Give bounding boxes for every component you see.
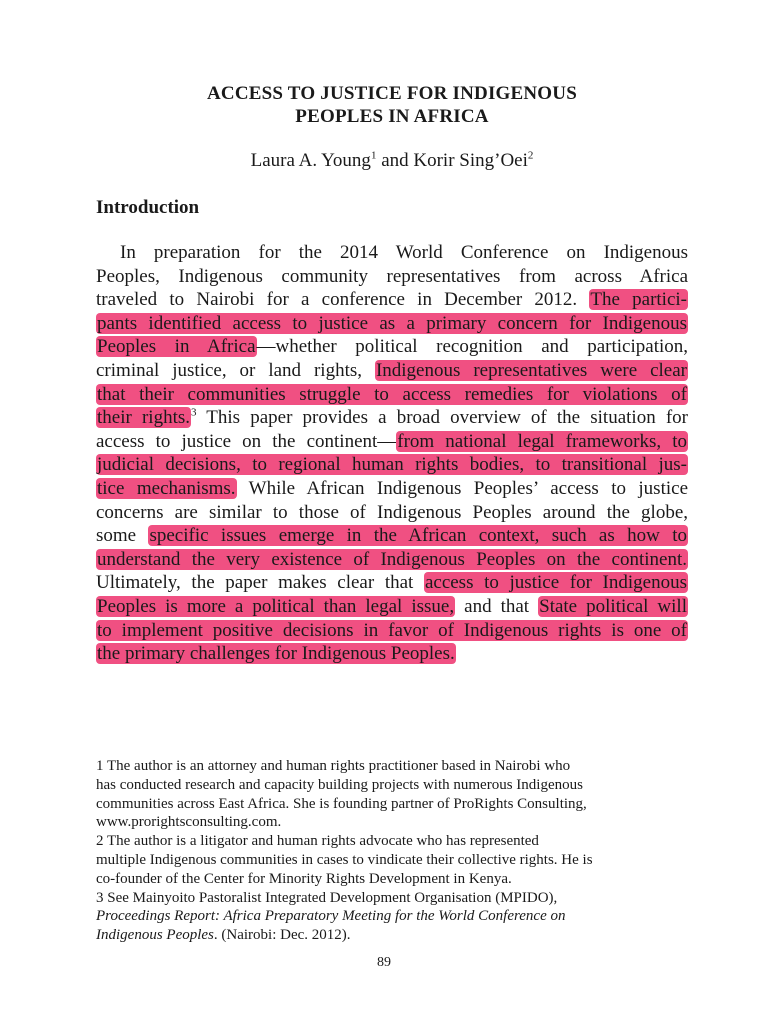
author-line	[96, 149, 688, 173]
footnotes	[96, 757, 688, 945]
body-line	[96, 619, 688, 643]
highlighted-text: access to justice for Indigenous	[424, 572, 687, 594]
highlighted-text: State political will	[539, 595, 687, 617]
title-line-1: ACCESS TO JUSTICE FOR INDIGENOUS	[207, 83, 577, 104]
author-joiner: and	[376, 150, 414, 171]
body-line	[96, 265, 688, 289]
highlighted-text: judicial decisions, to regional human rights bodies, to transitional jus-	[97, 454, 687, 476]
footnote-text: 1 The author is an attorney and human rights practitioner based in Nairobi who	[96, 758, 571, 774]
highlighted-text: the primary challenges for Indigenous Peoples.	[97, 643, 455, 665]
footnote-text: co-founder of the Center for Minority Rights Development in Kenya.	[96, 870, 512, 887]
highlighted-text: Peoples in Africa	[97, 336, 256, 358]
body-text-segment: concerns are similar to those of Indigenous Peoples around the globe,	[96, 501, 688, 523]
footnote-ref[interactable]: 3	[191, 406, 197, 419]
body-line	[96, 335, 688, 359]
author-footnote-ref-2[interactable]: 2	[527, 149, 534, 162]
footnote-citation-title: Indigenous Peoples	[96, 927, 214, 944]
section-heading: Introduction	[96, 197, 200, 218]
body-text-segment: Peoples, Indigenous community representatives from across Africa	[96, 265, 688, 287]
footnote-line	[96, 757, 688, 776]
footnote-text: multiple Indigenous communities in cases to vindicate their collective rights. He is	[96, 851, 593, 868]
body-text-segment: This paper provides a broad overview of the situation for	[196, 407, 688, 429]
footnote-text: communities across East Africa. She is founding partner of ProRights Consulting,	[96, 795, 587, 812]
highlighted-text: specific issues emerge in the African context, such as how to	[149, 525, 688, 547]
footnote-text: www.prorightsconsulting.com.	[96, 814, 282, 831]
body-line	[96, 477, 688, 501]
highlighted-text: from national legal frameworks, to	[397, 430, 687, 452]
footnote-line	[96, 832, 688, 851]
body-paragraph	[96, 241, 688, 666]
body-line	[96, 571, 688, 595]
body-text-segment: some	[96, 525, 149, 547]
body-line	[96, 642, 688, 666]
footnote-text: . (Nairobi: Dec. 2012).	[213, 927, 351, 944]
body-line	[96, 359, 688, 383]
body-line	[96, 430, 688, 454]
highlighted-text: their rights.	[97, 407, 190, 429]
author-name-1: Laura A. Young	[250, 150, 371, 171]
author-footnote-ref-1[interactable]: 1	[370, 149, 377, 162]
highlighted-text: to implement positive decisions in favor of Indigenous rights is one of	[97, 619, 687, 641]
highlighted-text: Peoples is more a political than legal issue,	[97, 595, 455, 617]
highlighted-text: Indigenous representatives were clear	[375, 359, 687, 381]
body-line	[96, 501, 688, 525]
highlighted-text: tice mechanisms.	[97, 477, 236, 499]
highlighted-text: understand the very existence of Indigenous Peoples on the continent.	[97, 548, 687, 570]
footnote-text: 3 See Mainyoito Pastoralist Integrated Development Organisation (MPIDO),	[96, 889, 558, 906]
body-line	[96, 241, 688, 265]
footnote-line	[96, 907, 688, 926]
footnote-citation-title: Proceedings Report: Africa Preparatory Meeting for the World Conference on	[96, 908, 566, 925]
body-text-segment: criminal justice, or land rights,	[96, 359, 375, 381]
title-line-2: PEOPLES IN AFRICA	[295, 106, 489, 127]
body-text-segment: —whether political recognition and participation,	[256, 336, 689, 358]
author-name-2: Korir Sing’Oei	[413, 150, 528, 171]
body-text-segment: traveled to Nairobi for a conference in December 2012.	[96, 289, 590, 311]
footnote-text: has conducted research and capacity building projects with numerous Indigenous	[96, 776, 583, 793]
footnote-line	[96, 795, 688, 814]
body-line	[96, 288, 688, 312]
footnote-line	[96, 776, 688, 795]
highlighted-text: pants identified access to justice as a primary concern for Indigenous	[97, 312, 687, 334]
body-text-segment: and that	[455, 595, 539, 617]
body-line	[96, 383, 688, 407]
body-line	[96, 312, 688, 336]
body-text-segment: Ultimately, the paper makes clear that	[96, 572, 424, 594]
body-text-segment: In preparation for the 2014 World Conference on Indigenous	[120, 242, 688, 263]
body-line	[96, 595, 688, 619]
body-text-segment: While African Indigenous Peoples’ access to justice	[236, 477, 689, 499]
footnote-line	[96, 926, 688, 945]
body-line	[96, 548, 688, 572]
highlighted-text: The partici-	[590, 289, 687, 311]
body-text-segment: access to justice on the continent—	[96, 430, 397, 452]
footnote-text: 2 The author is a litigator and human rights advocate who has represented	[96, 833, 539, 850]
footnote-line	[96, 889, 688, 908]
footnote-line	[96, 870, 688, 889]
document-title	[96, 82, 688, 128]
footnote-line	[96, 851, 688, 870]
body-line	[96, 524, 688, 548]
highlighted-text: that their communities struggle to access remedies for violations of	[97, 383, 687, 405]
body-line	[96, 453, 688, 477]
page-number: 89	[377, 955, 391, 970]
body-line	[96, 406, 688, 430]
footnote-line	[96, 813, 688, 832]
